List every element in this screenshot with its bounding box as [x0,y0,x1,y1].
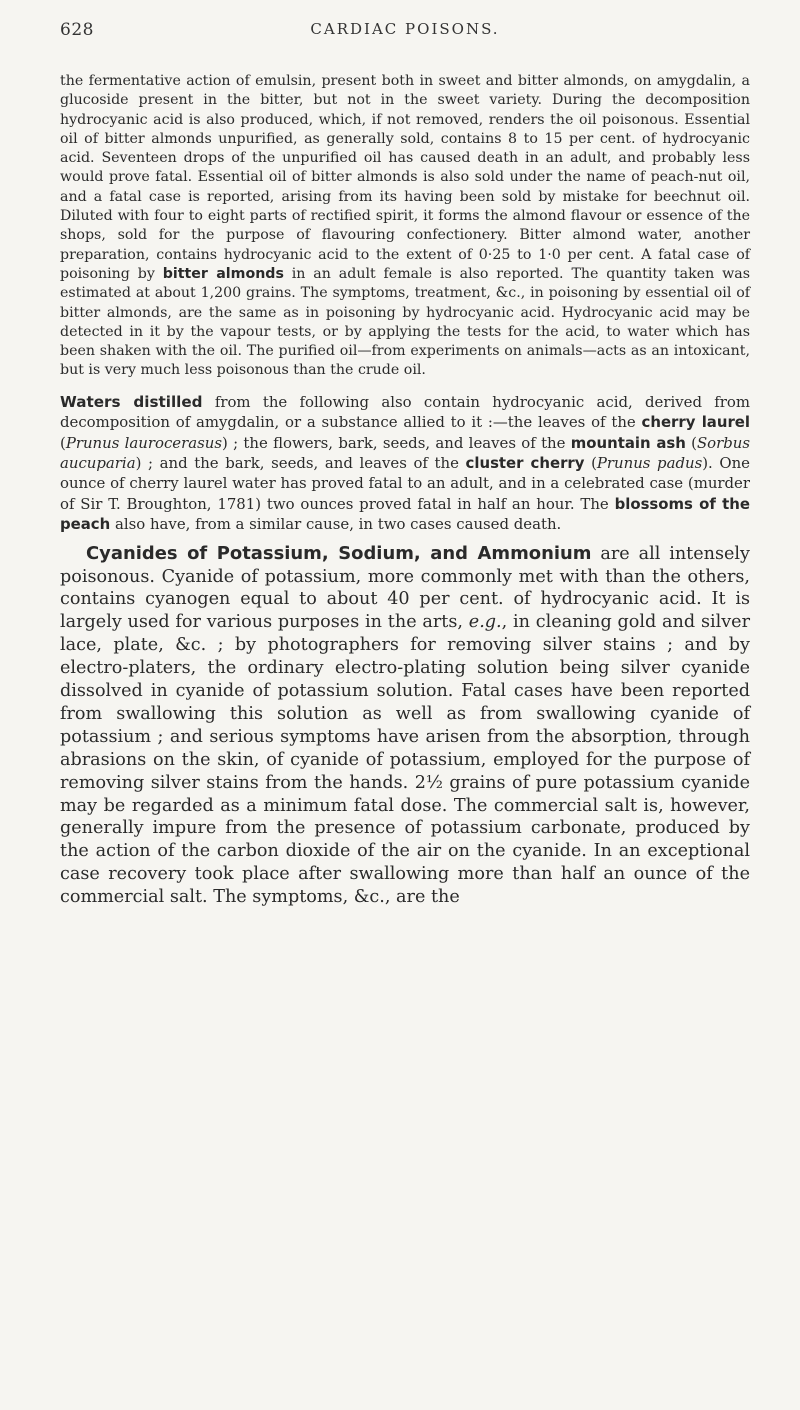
text-run: are all intensely poisonous. Cyanide of potassium, more commonly met with than the others, contains cyanogen equal to about 40 per cent. of hydrocyanic acid. It is largely used for various purposes in the arts, [60,543,750,633]
text-run: ( [60,433,66,452]
paragraph-bitter-almonds [60,72,750,381]
page-body [60,72,750,909]
text-run: in an adult female is also reported. The quantity taken was estimated at about 1,200 grains. The symptoms, treatment, &c., in poisoning by essential oil of bitter almonds, are the same as in poisoning by hydrocyanic acid. Hydrocyanic acid may be detected in it by the vapour tests, or by applying the tests for the acid, to water which has been shaken with the oil. The purified oil—from experiments on animals—acts as an intoxicant, but is very much less poisonous than the crude oil. [60,265,750,379]
text-run: also have, from a similar cause, in two cases caused death. [110,515,562,534]
page-number: 628 [60,20,94,40]
species-prunus-padus: Prunus padus [596,453,703,472]
text-run: ) ; and the bark, seeds, and leaves of the [135,453,466,472]
term-peach-blossoms: blossoms of the peach [60,494,750,534]
paragraph-waters-distilled [60,392,750,535]
abbrev-eg: e.g. [468,612,502,633]
page-header [60,20,750,50]
text-run: the fermentative action of emulsin, present both in sweet and bitter almonds, on amygdalin, a glucoside present in the bitter, but not in the sweet variety. During the decomposition hydrocyanic acid is also produced, which, if not removed, renders the oil poisonous. Essential oil of bitter almonds unpurified, as generally sold, contains 8 to 15 per cent. of hydrocyanic acid. Seventeen drops of the unpurified oil has caused death in an adult, and probably less would prove fatal. Essential oil of bitter almonds is also sold under the name of peach-nut oil, and a fatal case is reported, arising from its having been sold by mistake for beechnut oil. Diluted with four to eight parts of rectified spirit, it forms the almond flavour or essence of the shops, sold for the purpose of flavouring confectionery. Bitter almond water, another preparation, contains hydrocyanic acid to the extent of 0·25 to 1·0 per cent. A fatal case of poisoning by [60,73,750,282]
text-run: ) ; the flowers, bark, seeds, and leaves of the [222,433,571,452]
section-heading-waters-distilled: Waters distilled [60,392,203,411]
term-cherry-laurel: cherry laurel [641,413,750,432]
text-run: ( [584,453,597,472]
running-title: CARDIAC POISONS. [310,20,500,38]
text-run: , in cleaning gold and silver lace, plate, &c. ; by photographers for removing silver stains ; and by electro-platers, the ordinary electro-plating solution being silver cyanide dissolved in cyanide of potassium solution. Fatal cases have been reported from swallowing this solution as well as from swallowing cyanide of potassium ; and serious symptoms have arisen from the absorption, through abrasions on the skin, of cyanide of potassium, employed for the purpose of removing silver stains from the hands. 2½ grains of pure potassium cyanide may be regarded as a minimum fatal dose. The commercial salt is, however, generally impure from the presence of potassium carbonate, produced by the action of the carbon dioxide of the air on the cyanide. In an exceptional case recovery took place after swallowing more than half an ounce of the commercial salt. The symptoms, &c., are the [60,612,750,908]
term-mountain-ash: mountain ash [570,433,686,452]
term-bitter-almonds: bitter almonds [162,265,284,282]
text-run: ( [685,433,697,452]
term-cluster-cherry: cluster cherry [465,453,585,472]
paragraph-cyanides [60,543,750,910]
species-prunus-laurocerasus: Prunus laurocerasus [65,433,222,452]
section-heading-cyanides: Cyanides of Potassium, Sodium, and Ammonium [86,542,592,564]
text-run: from the following also contain hydrocyanic acid, derived from decomposition of amygdalin, or a substance allied to it :—the leaves of the [60,392,750,432]
species-sorbus-aucuparia: Sorbus aucuparia [60,433,750,472]
text-run: ). One ounce of cherry laurel water has proved fatal to an adult, and in a celebrated case (murder of Sir T. Broughton, 1781) two ounces proved fatal in half an hour. The [60,453,750,513]
